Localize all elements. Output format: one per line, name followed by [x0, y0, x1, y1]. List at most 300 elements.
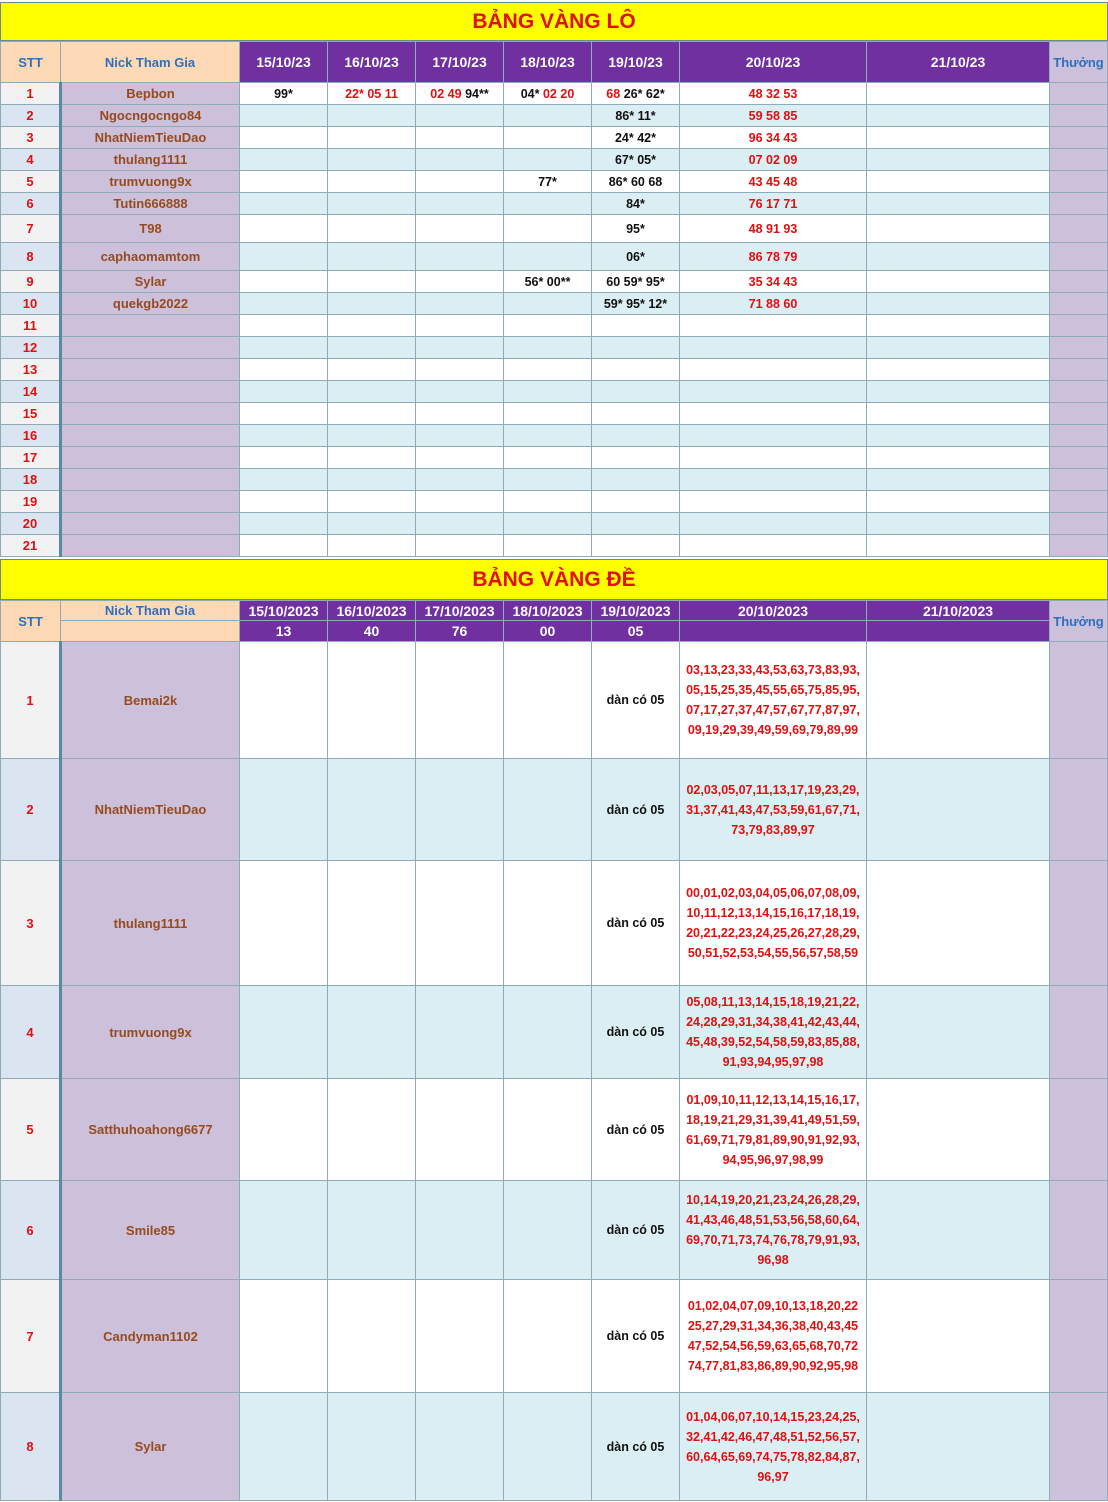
lo-row-nick: [61, 359, 240, 381]
lo-header-date: 19/10/23: [592, 42, 680, 83]
de-row-dan: [680, 642, 867, 759]
lo-row-cell: [240, 315, 328, 337]
lo-row-cell: [328, 447, 416, 469]
lo-number-text: 07 02 09: [748, 152, 798, 167]
de-row-nick: Sylar: [61, 1393, 240, 1501]
lo-row-cell: [680, 215, 867, 243]
lo-row-cell: [867, 171, 1050, 193]
lo-row-cell: [867, 243, 1050, 271]
lo-row-cell: [240, 425, 328, 447]
lo-row-cell: [680, 469, 867, 491]
de-row-dan: [680, 1280, 867, 1393]
de-row-note: dàn có 05: [592, 1079, 680, 1181]
lo-row-cell: [504, 171, 592, 193]
lo-row-stt: 19: [1, 491, 61, 513]
lo-number-text: 94**: [465, 86, 489, 101]
lo-row-reward: [1050, 513, 1108, 535]
lo-row-cell: [504, 215, 592, 243]
de-result-value: 13: [240, 621, 328, 642]
lo-row-cell: [416, 381, 504, 403]
de-header-date: 20/10/2023: [680, 601, 867, 621]
de-result-value: [680, 621, 867, 642]
lo-row-cell: [592, 381, 680, 403]
lo-table-row: [1, 403, 1108, 425]
lo-row-cell: [240, 171, 328, 193]
lo-row-cell: [504, 491, 592, 513]
lo-row-cell: [680, 293, 867, 315]
lo-row-reward: [1050, 447, 1108, 469]
de-row-note: dàn có 05: [592, 861, 680, 986]
lo-row-nick: Sylar: [61, 271, 240, 293]
de-row-nick: Candyman1102: [61, 1280, 240, 1393]
lo-row-cell: [240, 243, 328, 271]
de-row-cell: [240, 1079, 328, 1181]
lo-row-nick: Ngocngocngo84: [61, 105, 240, 127]
lo-row-cell: [680, 315, 867, 337]
lo-header-date: 20/10/23: [680, 42, 867, 83]
lo-table-body: [1, 83, 1108, 557]
lo-row-cell: [328, 127, 416, 149]
lo-row-cell: [416, 447, 504, 469]
lo-row-cell: [867, 127, 1050, 149]
de-row-cell: [328, 1393, 416, 1501]
lo-table-row: [1, 171, 1108, 193]
de-row-cell: [504, 986, 592, 1079]
lo-row-cell: [416, 491, 504, 513]
de-row-cell: [867, 759, 1050, 861]
de-row-cell: [867, 861, 1050, 986]
lo-row-cell: [328, 193, 416, 215]
lo-row-cell: [867, 215, 1050, 243]
lo-header-nick: Nick Tham Gia: [61, 42, 240, 83]
lo-row-reward: [1050, 271, 1108, 293]
de-row-reward: [1050, 1181, 1108, 1280]
lo-row-stt: 8: [1, 243, 61, 271]
lo-row-cell: [592, 425, 680, 447]
lo-row-cell: [416, 83, 504, 105]
lo-row-cell: [680, 447, 867, 469]
de-row-cell: [416, 861, 504, 986]
lo-header-row: [1, 42, 1108, 83]
de-result-value: 00: [504, 621, 592, 642]
de-row-cell: [328, 986, 416, 1079]
de-row-reward: [1050, 1280, 1108, 1393]
lo-row-stt: 1: [1, 83, 61, 105]
lo-row-cell: [680, 149, 867, 171]
lo-row-cell: [416, 337, 504, 359]
lo-row-cell: [504, 105, 592, 127]
lo-row-cell: [240, 359, 328, 381]
de-row-dan: [680, 1181, 867, 1280]
lo-row-reward: [1050, 293, 1108, 315]
de-result-value: 05: [592, 621, 680, 642]
lo-row-cell: [504, 315, 592, 337]
lo-row-cell: [592, 403, 680, 425]
lo-row-cell: [504, 243, 592, 271]
lo-row-cell: [240, 127, 328, 149]
lo-row-cell: [680, 171, 867, 193]
lo-row-cell: [328, 535, 416, 557]
lo-row-cell: [680, 403, 867, 425]
de-row-nick: Smile85: [61, 1181, 240, 1280]
lo-row-cell: [592, 105, 680, 127]
de-row-cell: [504, 1181, 592, 1280]
lo-row-cell: [328, 359, 416, 381]
de-row-cell: [416, 986, 504, 1079]
lo-number-text: 84*: [626, 196, 645, 211]
lo-row-stt: 14: [1, 381, 61, 403]
lo-row-cell: [416, 193, 504, 215]
lo-row-cell: [680, 193, 867, 215]
de-row-reward: [1050, 1079, 1108, 1181]
lo-header-date: 15/10/23: [240, 42, 328, 83]
lo-row-cell: [416, 513, 504, 535]
de-table-row: [1, 642, 1108, 759]
lo-table-row: [1, 243, 1108, 271]
de-dan-numbers: 02,03,05,07,11,13,17,19,23,29, 31,37,41,43,47,53,59,61,67,71, 73,79,83,89,97: [686, 782, 860, 837]
lo-number-text: 86* 60 68: [608, 174, 663, 189]
de-row-cell: [416, 759, 504, 861]
lo-row-cell: [504, 83, 592, 105]
lo-table-row: [1, 193, 1108, 215]
lo-row-stt: 10: [1, 293, 61, 315]
lo-row-reward: [1050, 243, 1108, 271]
lo-row-reward: [1050, 535, 1108, 557]
de-row-stt: 7: [1, 1280, 61, 1393]
lo-row-stt: 11: [1, 315, 61, 337]
lo-number-text: 71 88 60: [748, 296, 798, 311]
lo-row-cell: [867, 447, 1050, 469]
lo-row-reward: [1050, 83, 1108, 105]
lo-row-stt: 7: [1, 215, 61, 243]
lo-row-cell: [867, 83, 1050, 105]
de-row-reward: [1050, 1393, 1108, 1501]
lo-table-row: [1, 215, 1108, 243]
lo-row-cell: [592, 171, 680, 193]
lo-row-reward: [1050, 337, 1108, 359]
lo-row-cell: [592, 271, 680, 293]
lo-row-cell: [867, 293, 1050, 315]
lo-header-reward: Thưởng: [1050, 42, 1108, 83]
lo-row-cell: [504, 127, 592, 149]
de-row-cell: [240, 1181, 328, 1280]
lo-row-cell: [867, 425, 1050, 447]
de-row-reward: [1050, 759, 1108, 861]
lo-row-cell: [592, 535, 680, 557]
lo-row-cell: [867, 403, 1050, 425]
lo-row-cell: [416, 535, 504, 557]
de-row-note: dàn có 05: [592, 642, 680, 759]
lo-row-cell: [328, 469, 416, 491]
lo-row-reward: [1050, 469, 1108, 491]
lo-number-text: 67* 05*: [614, 152, 656, 167]
lo-number-text: 02 20: [542, 86, 575, 101]
lo-table-row: [1, 447, 1108, 469]
de-dan-numbers: 05,08,11,13,14,15,18,19,21,22, 24,28,29,31,34,38,41,42,43,44, 45,48,39,52,54,58,59,83,85,88, 91,93,94,95,97,98: [686, 995, 860, 1069]
lo-row-stt: 5: [1, 171, 61, 193]
lo-number-text: 24* 42*: [614, 130, 656, 145]
lo-row-nick: [61, 425, 240, 447]
lo-table-row: [1, 535, 1108, 557]
lo-row-cell: [592, 337, 680, 359]
lo-row-cell: [504, 381, 592, 403]
lo-row-reward: [1050, 381, 1108, 403]
lo-row-stt: 2: [1, 105, 61, 127]
lo-number-text: 86* 11*: [615, 108, 656, 123]
de-row-cell: [504, 1280, 592, 1393]
lo-row-cell: [504, 149, 592, 171]
lo-row-reward: [1050, 171, 1108, 193]
de-banner-title: BẢNG VÀNG ĐỀ: [0, 559, 1108, 600]
de-row-cell: [504, 759, 592, 861]
lo-row-cell: [867, 315, 1050, 337]
de-row-nick: Bemai2k: [61, 642, 240, 759]
lo-row-stt: 12: [1, 337, 61, 359]
lo-row-cell: [504, 193, 592, 215]
lo-row-cell: [680, 105, 867, 127]
lo-number-text: 48 32 53: [748, 86, 798, 101]
de-row-note: dàn có 05: [592, 1393, 680, 1501]
lo-number-text: 59 58 85: [748, 108, 798, 123]
de-result-value: [867, 621, 1050, 642]
de-row-cell: [240, 1393, 328, 1501]
lo-header-stt: STT: [1, 42, 61, 83]
de-row-cell: [416, 642, 504, 759]
lo-row-stt: 4: [1, 149, 61, 171]
de-row-cell: [504, 642, 592, 759]
lo-row-cell: [328, 513, 416, 535]
de-row-reward: [1050, 642, 1108, 759]
lo-row-cell: [240, 491, 328, 513]
de-row-cell: [867, 1181, 1050, 1280]
de-row-stt: 1: [1, 642, 61, 759]
de-row-nick: Satthuhoahong6677: [61, 1079, 240, 1181]
lo-row-cell: [504, 293, 592, 315]
lo-table-row: [1, 491, 1108, 513]
lo-row-cell: [416, 243, 504, 271]
lo-number-text: 48 91 93: [748, 221, 798, 236]
lo-row-cell: [240, 403, 328, 425]
lo-row-cell: [680, 513, 867, 535]
de-row-cell: [867, 642, 1050, 759]
lo-row-cell: [240, 381, 328, 403]
de-table: [0, 600, 1108, 1501]
lo-row-cell: [680, 127, 867, 149]
de-result-row: [1, 621, 1108, 642]
de-row-cell: [240, 642, 328, 759]
lo-row-cell: [504, 359, 592, 381]
lo-header-date: 17/10/23: [416, 42, 504, 83]
lo-row-stt: 6: [1, 193, 61, 215]
lo-table-row: [1, 337, 1108, 359]
de-header-date: 17/10/2023: [416, 601, 504, 621]
lo-row-cell: [416, 127, 504, 149]
lo-row-cell: [867, 337, 1050, 359]
lo-row-cell: [504, 469, 592, 491]
lo-row-reward: [1050, 215, 1108, 243]
lo-number-text: 04*: [520, 86, 543, 101]
de-row-dan: [680, 986, 867, 1079]
de-table-row: [1, 1393, 1108, 1501]
lo-row-nick: [61, 381, 240, 403]
lo-row-cell: [867, 105, 1050, 127]
de-header-date: 16/10/2023: [328, 601, 416, 621]
lo-row-stt: 18: [1, 469, 61, 491]
lo-row-cell: [240, 535, 328, 557]
de-row-cell: [328, 759, 416, 861]
lo-row-cell: [328, 315, 416, 337]
lo-row-cell: [680, 381, 867, 403]
lo-row-reward: [1050, 193, 1108, 215]
de-row-dan: [680, 759, 867, 861]
lo-row-reward: [1050, 105, 1108, 127]
de-row-stt: 2: [1, 759, 61, 861]
de-row-cell: [328, 642, 416, 759]
lo-row-cell: [328, 215, 416, 243]
de-row-cell: [867, 986, 1050, 1079]
de-row-cell: [240, 759, 328, 861]
lo-row-stt: 3: [1, 127, 61, 149]
lo-row-cell: [592, 83, 680, 105]
lo-banner-title: BẢNG VÀNG LÔ: [0, 2, 1108, 41]
de-row-dan: [680, 1393, 867, 1501]
de-table-row: [1, 1181, 1108, 1280]
de-row-cell: [867, 1280, 1050, 1393]
de-result-value: 76: [416, 621, 504, 642]
lo-row-cell: [680, 243, 867, 271]
de-table-body: [1, 642, 1108, 1501]
lo-row-cell: [867, 491, 1050, 513]
lo-row-cell: [592, 315, 680, 337]
lo-table-row: [1, 359, 1108, 381]
lo-row-cell: [680, 271, 867, 293]
lo-number-text: 96 34 43: [748, 130, 798, 145]
de-row-cell: [240, 861, 328, 986]
lo-number-text: 77*: [538, 174, 557, 189]
lo-row-cell: [240, 293, 328, 315]
lo-row-nick: thulang1111: [61, 149, 240, 171]
lo-table-row: [1, 425, 1108, 447]
lo-row-cell: [416, 215, 504, 243]
lo-row-cell: [240, 513, 328, 535]
lo-row-cell: [416, 105, 504, 127]
lo-row-cell: [867, 193, 1050, 215]
lo-row-cell: [592, 513, 680, 535]
lo-header-date: 21/10/23: [867, 42, 1050, 83]
lo-row-nick: [61, 491, 240, 513]
de-row-reward: [1050, 861, 1108, 986]
lo-row-cell: [867, 381, 1050, 403]
lo-row-cell: [240, 271, 328, 293]
de-row-cell: [504, 1393, 592, 1501]
de-row-cell: [867, 1079, 1050, 1181]
lo-row-cell: [416, 469, 504, 491]
lo-row-nick: [61, 513, 240, 535]
lo-number-text: 02 49: [430, 86, 466, 101]
lo-row-cell: [504, 425, 592, 447]
de-header-date: 18/10/2023: [504, 601, 592, 621]
lo-row-reward: [1050, 359, 1108, 381]
lo-row-cell: [328, 105, 416, 127]
lo-row-cell: [240, 105, 328, 127]
lo-row-cell: [680, 83, 867, 105]
lo-row-reward: [1050, 149, 1108, 171]
de-table-row: [1, 759, 1108, 861]
lo-row-cell: [328, 243, 416, 271]
lo-row-stt: 21: [1, 535, 61, 557]
lo-row-cell: [328, 403, 416, 425]
lo-row-nick: NhatNiemTieuDao: [61, 127, 240, 149]
lo-row-nick: trumvuong9x: [61, 171, 240, 193]
lo-row-nick: [61, 447, 240, 469]
lo-row-cell: [416, 403, 504, 425]
lo-number-text: 86 78 79: [748, 249, 798, 264]
lo-row-cell: [240, 215, 328, 243]
lo-row-cell: [416, 293, 504, 315]
lo-row-nick: caphaomamtom: [61, 243, 240, 271]
lo-row-cell: [240, 193, 328, 215]
lo-row-stt: 16: [1, 425, 61, 447]
lo-row-cell: [592, 149, 680, 171]
de-table-row: [1, 1079, 1108, 1181]
lo-row-cell: [592, 215, 680, 243]
lo-table-row: [1, 293, 1108, 315]
de-dan-numbers: 00,01,02,03,04,05,06,07,08,09, 10,11,12,13,14,15,16,17,18,19, 20,21,22,23,24,25,26,27,28,29, 50,51,52,53,54,55,56,57,58,59: [686, 886, 860, 960]
lo-row-cell: [416, 315, 504, 337]
lo-row-cell: [328, 293, 416, 315]
lo-row-cell: [867, 513, 1050, 535]
lo-number-text: 56* 00**: [524, 274, 571, 289]
de-dan-numbers: 01,04,06,07,10,14,15,23,24,25, 32,41,42,46,47,48,51,52,56,57, 60,64,65,69,74,75,78,82,84,87, 96,97: [686, 1409, 860, 1484]
lo-row-cell: [416, 149, 504, 171]
lo-row-cell: [328, 381, 416, 403]
lo-row-cell: [328, 491, 416, 513]
lo-row-cell: [680, 359, 867, 381]
lo-row-reward: [1050, 491, 1108, 513]
lo-row-cell: [592, 491, 680, 513]
lo-number-text: 60 59* 95*: [606, 274, 665, 289]
lo-row-cell: [328, 425, 416, 447]
lo-row-cell: [328, 149, 416, 171]
lo-row-nick: Tutin666888: [61, 193, 240, 215]
lo-row-cell: [240, 337, 328, 359]
de-header-date: 19/10/2023: [592, 601, 680, 621]
de-row-stt: 4: [1, 986, 61, 1079]
lo-row-stt: 17: [1, 447, 61, 469]
lo-row-stt: 9: [1, 271, 61, 293]
de-result-value: 40: [328, 621, 416, 642]
lo-number-text: 99*: [274, 86, 293, 101]
lo-row-nick: [61, 315, 240, 337]
lo-row-stt: 20: [1, 513, 61, 535]
lo-row-nick: [61, 337, 240, 359]
lo-number-text: 76 17 71: [748, 196, 798, 211]
de-header-date: 15/10/2023: [240, 601, 328, 621]
lo-row-cell: [867, 271, 1050, 293]
lo-row-cell: [592, 243, 680, 271]
de-header-date: 21/10/2023: [867, 601, 1050, 621]
de-row-cell: [328, 1181, 416, 1280]
lo-row-cell: [328, 171, 416, 193]
lo-row-cell: [680, 535, 867, 557]
de-row-note: dàn có 05: [592, 986, 680, 1079]
lo-header-date: 16/10/23: [328, 42, 416, 83]
lo-number-text: 26* 62*: [623, 86, 665, 101]
lo-table: [0, 41, 1108, 557]
lo-row-cell: [328, 337, 416, 359]
lo-row-nick: [61, 535, 240, 557]
lo-row-cell: [328, 83, 416, 105]
